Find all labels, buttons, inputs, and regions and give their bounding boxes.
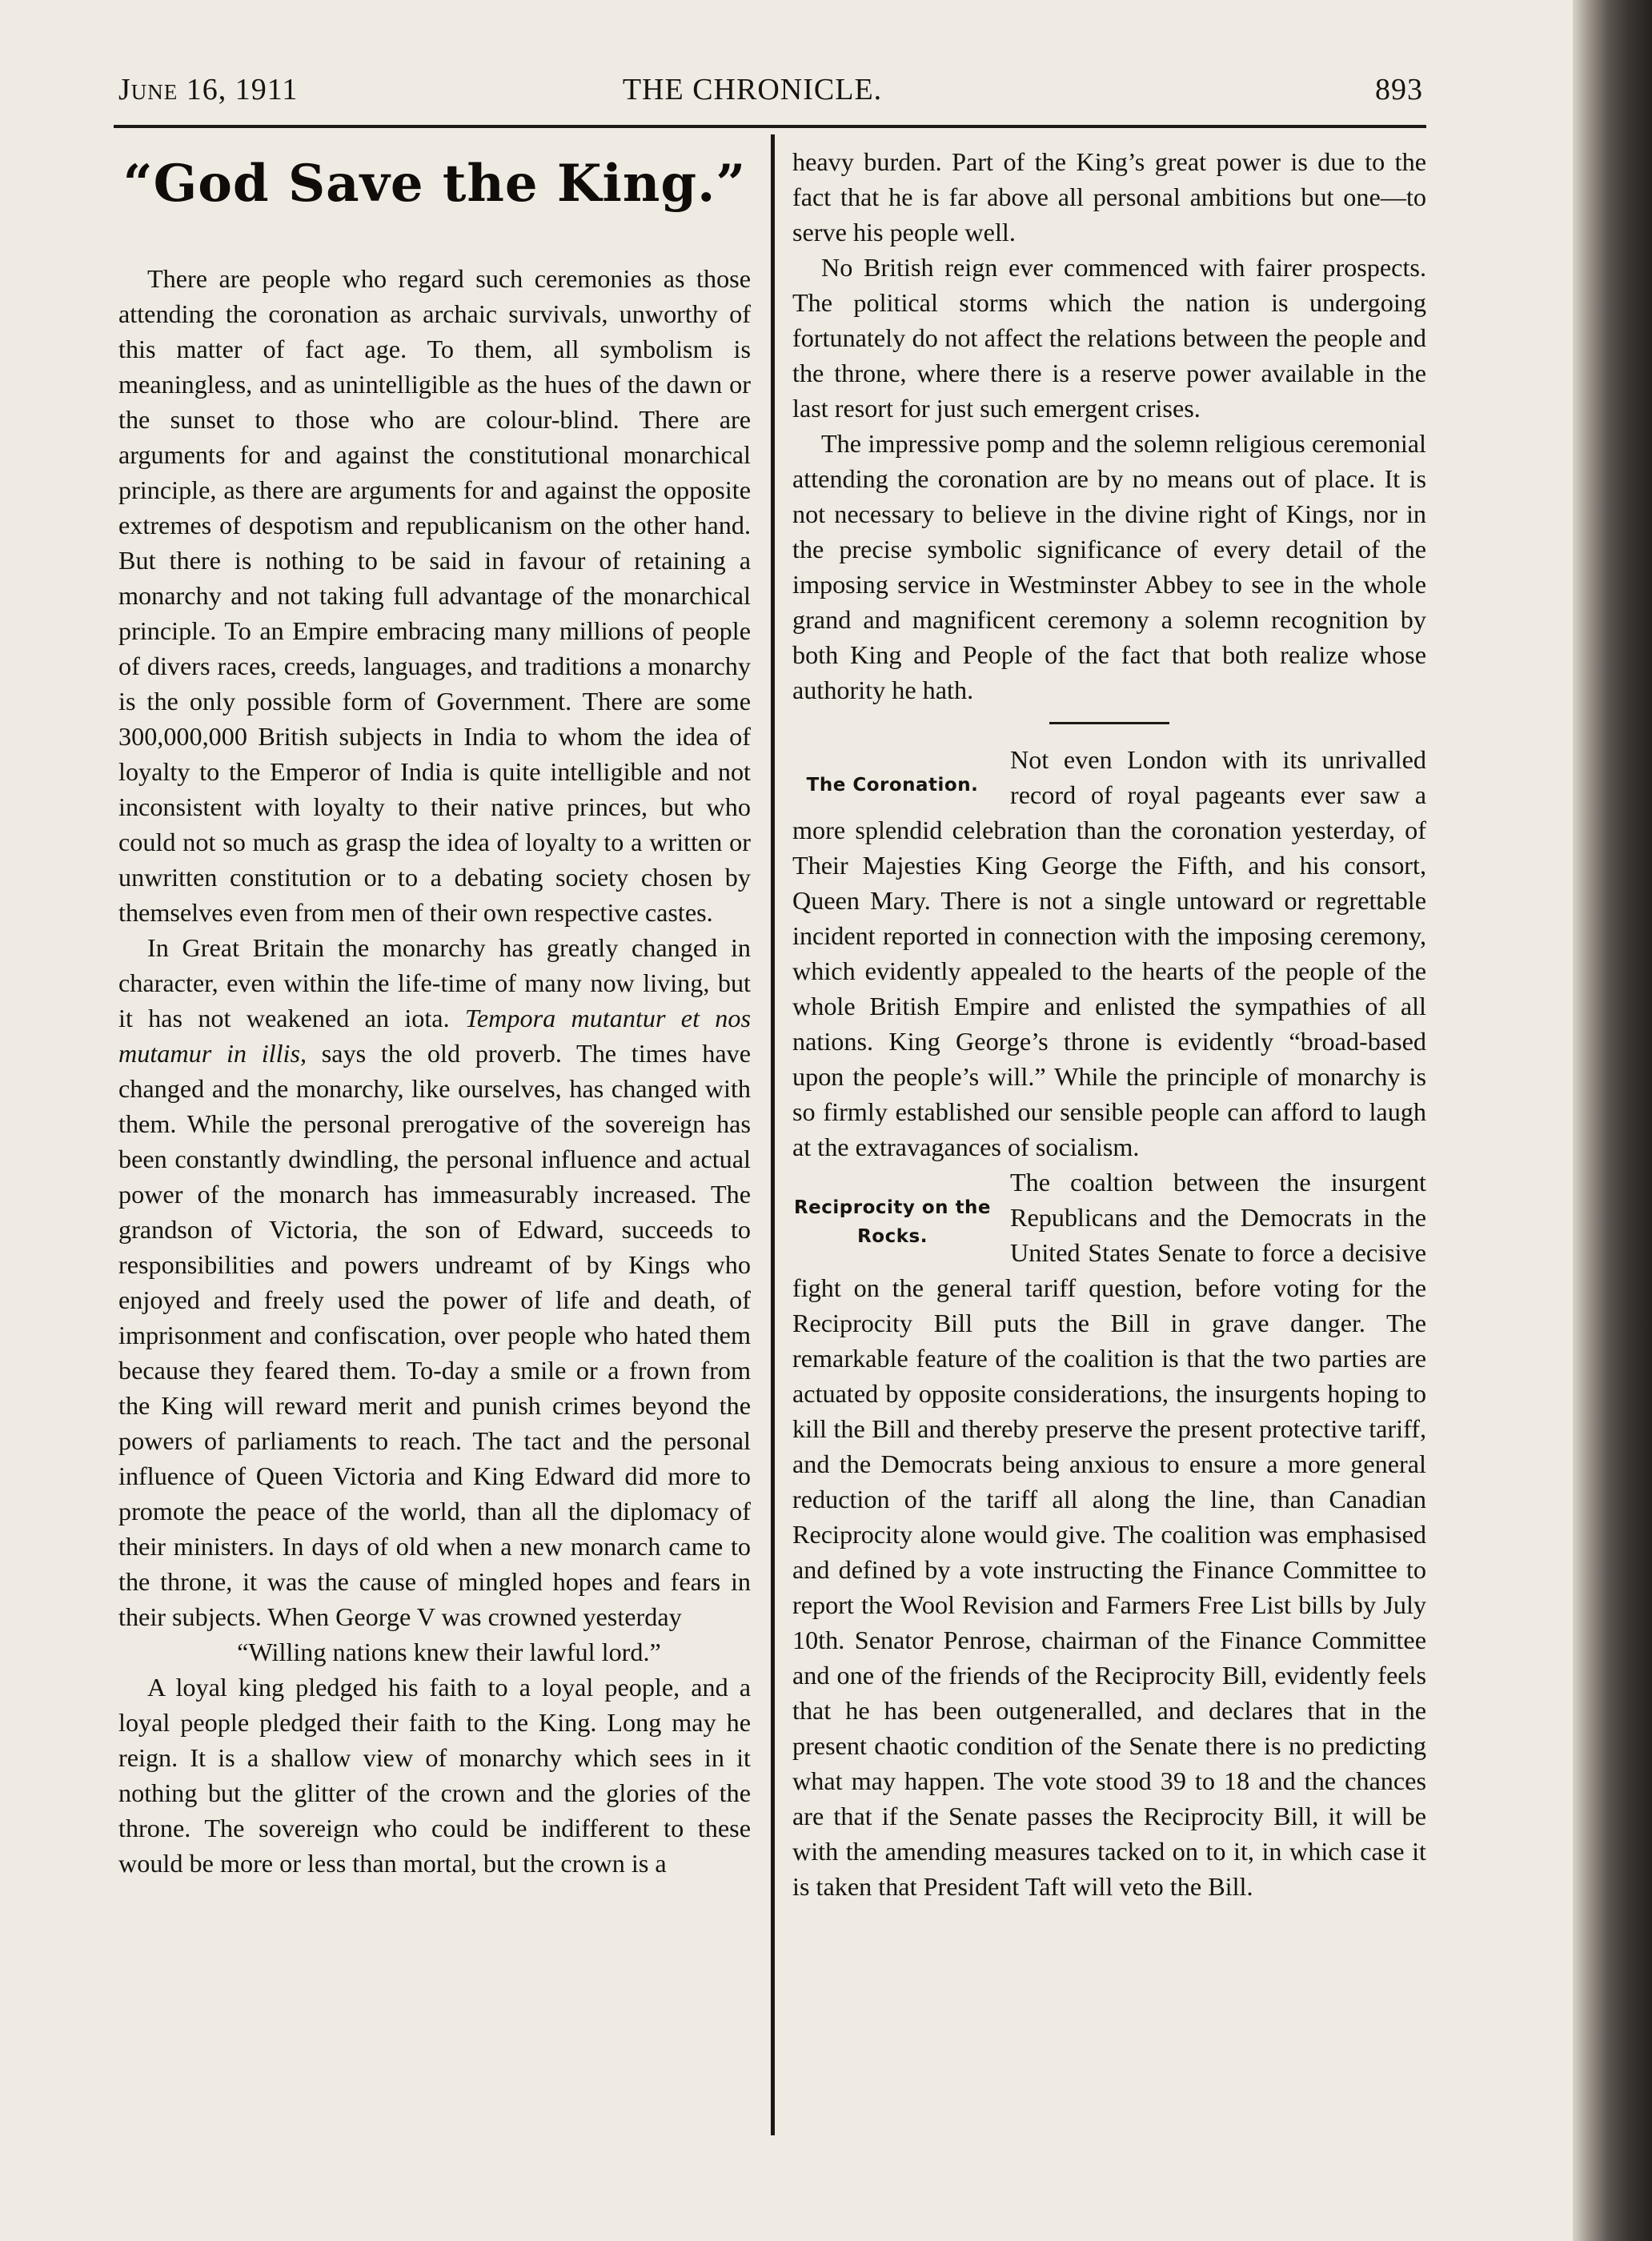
paragraph-text: says the old proverb. The times have changed and the monarchy, like ourselves, has changed with them. While the personal prerogative of the sovereign has been constantly dwindling, the personal influence and actual power of the monarch has immeasurably increased. The grandson of Victoria, the son of Edward, succeeds to responsibilities and powers undreamt of by Kings who enjoyed and freely used the power of life and death, of imprisonment and confiscation, over people who hated them because they feared them. To-day a smile or a frown from the King will reward merit and punish crimes beyond the powers of parliaments to reach. The tact and the personal influence of Queen Victoria and King Edward did more to promote the peace of the world, than all the diplomacy of their ministers. In days of old when a new monarch came to the throne, it was the cause of mingled hopes and fears in their subjects. When George V was crowned yesterday <box>118 1039 752 1631</box>
article-paragraph: heavy burden. Part of the King’s great power is due to the fact that he is far above all personal ambitions but one—to serve his people well. <box>792 147 1426 247</box>
coronation-section <box>792 742 1426 1165</box>
reciprocity-section <box>792 1165 1426 1904</box>
article-paragraph: The impressive pomp and the solemn religious ceremonial attending the coronation are by no means out of place. It is not necessary to believe in the divine right of Kings, nor in the precise symbolic significance of every detail of the imposing service in Westminster Abbey to see in the whole grand and magnificent ceremony a solemn recognition by both King and People of the fact that both realize whose authority he hath. <box>792 429 1426 704</box>
article-paragraph: No British reign ever commenced with fairer prospects. The political storms which the nation is undergoing fortunately do not affect the relations between the people and the throne, where there is a reserve power available in the last resort for just such emergent crises. <box>792 253 1426 423</box>
left-column <box>118 154 751 1881</box>
article-title: “God Save the King.” <box>122 154 747 214</box>
page-number: 893 <box>1375 73 1423 106</box>
coronation-heading: The Coronation. <box>806 775 979 796</box>
coronation-text: Not even London with its unrivalled record of royal pageants ever saw a more splendid celebration than the coronation yesterday, of Their Majesties King George the Fifth, and his consort, Queen Mary. There is not a single untoward or regrettable incident reported in connection with the imposing ceremony, which evidently appealed to the hearts of the people of the whole British Empire and enlisted the sympathies of all nations. King George’s throne is evidently “broad-based upon the people’s will.” While the principle of monarchy is so firmly established our sensible people can afford to laugh at the extravagances of socialism. <box>792 745 1426 1161</box>
article-paragraph <box>118 930 751 1634</box>
paragraph-text: In Great Britain the monarchy has greatly changed in character, even within the life-time of many now living, but it has not weakened an iota. <box>118 933 751 1032</box>
article-paragraph: There are people who regard such ceremonies as those attending the coronation as archaic survivals, unworthy of this matter of fact age. To them, all symbolism is meaningless, and as unintelligible as the hues of the dawn or the sunset to those who are colour-blind. There are arguments for and against the constitutional monarchical principle, as there are arguments for and against the opposite extremes of despotism and republicanism on the other hand. But there is nothing to be said in favour of retaining a monarchy and not taking full advantage of the monarchical principle. To an Empire embracing many millions of people of divers races, creeds, languages, and traditions a monarchy is the only possible form of Government. There are some 300,000,000 British subjects in India to whom the idea of loyalty to the Emperor of India is quite intelligible and not inconsistent with loyalty to their native princes, but who could not so much as grasp the idea of loyalty to a written or unwritten constitution or to a debating society chosen by themselves even from men of their own respective castes. <box>118 264 751 927</box>
reciprocity-text: The coaltion between the insurgent Republicans and the Democrats in the United States Senate to force a decisive fight on the general tariff question, before voting for the Reciprocity Bill puts the Bill in grave danger. The remarkable feature of the coalition is that the two parties are actuated by opposite considerations, the insurgents hoping to kill the Bill and thereby preserve the present protective tariff, and the Democrats being anxious to ensure a more general reduction of the tariff all along the line, than Canadian Reciprocity alone would give. The coalition was emphasised and defined by a vote instructing the Finance Committee to report the Wool Revision and Farmers Free List bills by July 10th. Senator Penrose, chairman of the Finance Committee and one of the friends of the Reciprocity Bill, evidently feels that he has been outgeneralled, and declares that in the present chaotic condition of the Senate there is no predicting what may happen. The vote stood 39 to 18 and the chances are that if the Senate passes the Reciprocity Bill, it will be with the amending measures tacked on to it, in which case it is taken that President Taft will veto the Bill. <box>792 1168 1426 1901</box>
verse-quotation: “Willing nations knew their lawful lord.” <box>237 1638 661 1666</box>
issue-date: June 16, 1911 <box>118 73 299 106</box>
latin-quotation: Tempora mutantur et nos mutamur in illis, <box>118 1004 751 1068</box>
section-divider <box>1049 722 1169 724</box>
article-paragraph: A loyal king pledged his faith to a loyal people, and a loyal people pledged their faith to the King. Long may he reign. It is a shallow view of monarchy which sees in it nothing but the glitter of the crown and the glories of the throne. The sovereign who could be indifferent to these would be more or less than mortal, but the crown is a <box>118 1673 751 1878</box>
column-divider <box>771 134 775 2135</box>
reciprocity-heading: Reciprocity on the Rocks. <box>793 1197 992 1247</box>
journal-name: THE CHRONICLE. <box>622 73 883 106</box>
book-spine <box>1573 0 1652 2241</box>
header-rule <box>114 125 1426 128</box>
right-column <box>792 144 1426 1904</box>
